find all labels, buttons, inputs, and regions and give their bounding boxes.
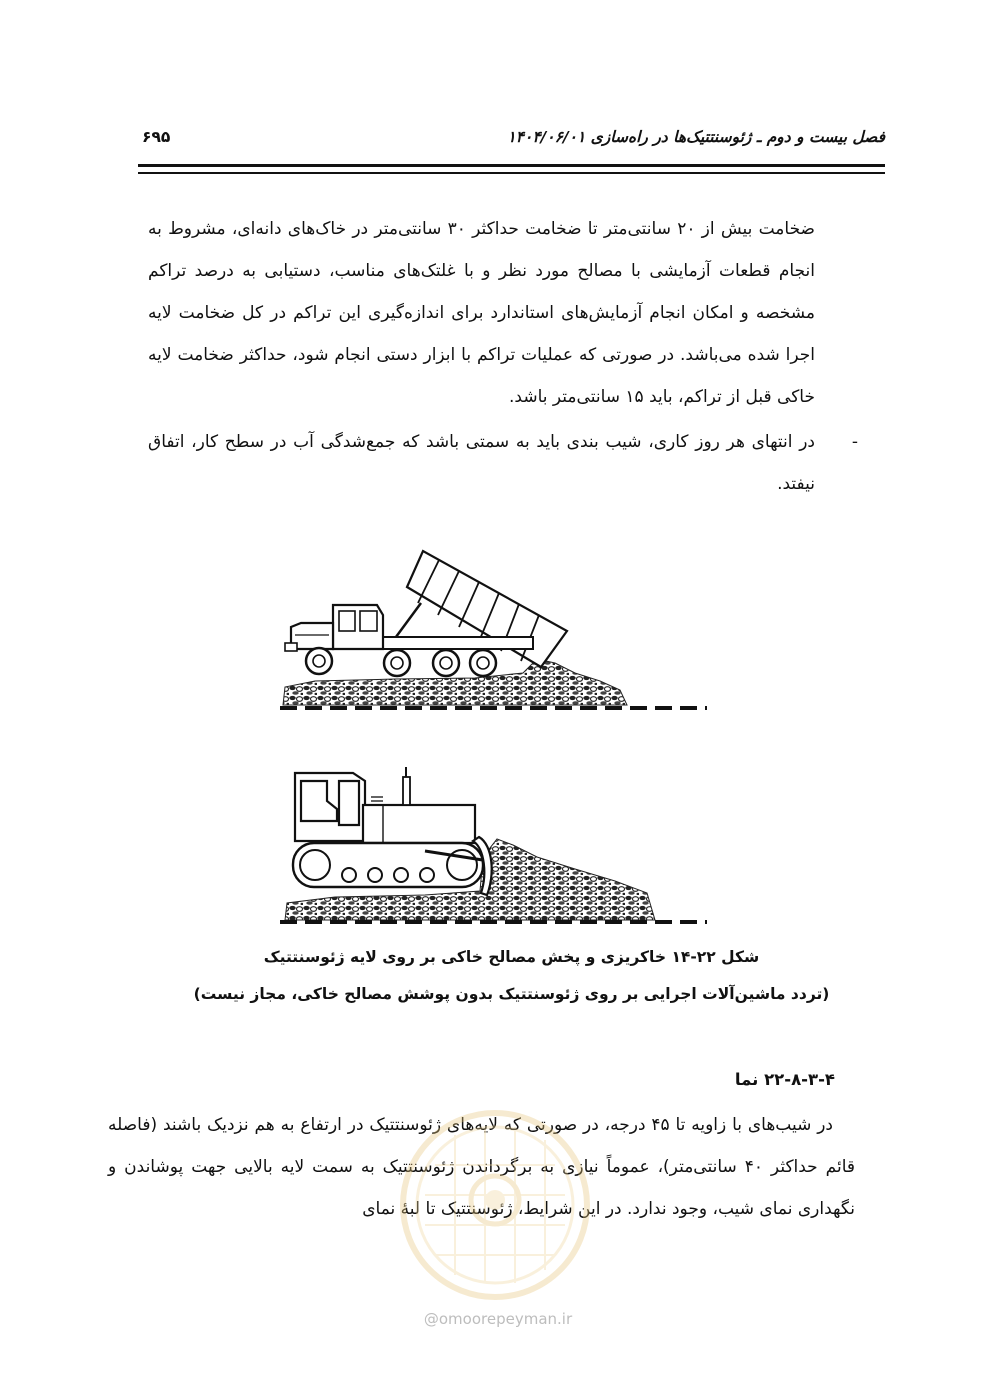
paragraph-1: ضخامت بیش از ۲۰ سانتی‌متر تا ضخامت حداکثر ۳۰ سانتی‌متر در خاک‌های دانه‌ای، مشروط به انجام قطعات آزمایشی با مصالح مورد نظر و با غلتک‌های مناسب، دستیابی به درصد تراکم مشخصه و امکان انجام آزمایش‌های استاندارد برای اندازه‌گیری این تراکم در کل ضخامت لایه اجرا شده می‌باشد. در صورتی که عملیات تراکم با ابزار دستی انجام شود، حداکثر ضخامت لایه خاکی قبل از تراکم، باید ۱۵ سانتی‌متر باشد.	[148, 219, 815, 407]
header-title: فصل بیست و دوم ـ ژئوسنتتیک‌ها در راه‌سازی ۱۴۰۴/۰۶/۰۱	[507, 128, 885, 146]
header-rule-thin	[138, 172, 885, 174]
figure-caption-note: (تردد ماشین‌آلات اجرایی بر روی ژئوسنتتیک بدون پوشش مصالح خاکی، مجاز نیست)	[193, 985, 830, 1003]
page-number: ۶۹۵	[142, 128, 171, 146]
figure-caption-title: شکل ۲۲-۱۴ خاکریزی و پخش مصالح خاکی بر روی لایه ژئوسنتتیک	[263, 948, 760, 966]
watermark-logo-icon	[395, 1105, 595, 1305]
watermark-text: @omoorepeyman.ir	[423, 1310, 573, 1328]
bullet-item-1: در انتهای هر روز کاری، شیب بندی باید به سمتی باشد که جمع‌شدگی آب در سطح کار، اتفاق نیفتد.	[148, 432, 815, 494]
section-heading: ۲۲-۸-۳-۴ نما	[734, 1070, 835, 1089]
dump-truck-illustration	[280, 551, 707, 708]
header-rule-thick	[138, 164, 885, 167]
paragraph-2: در شیب‌های با زاویه تا ۴۵ درجه، در صورتی که لایه‌های ژئوسنتتیک در ارتفاع به هم نزدیک باشند (فاصله قائم حداکثر ۴۰ سانتی‌متر)، عموماً نیازی به برگرداندن ژئوسنتتیک به سمت لایه بالایی جهت پوشاندن و نگهداری نمای شیب، وجود ندارد. در این شرایط، ژئوسنتتیک تا لبهٔ نمای	[108, 1115, 855, 1219]
figure-dump-truck-and-dozer	[275, 545, 715, 930]
page-header	[138, 128, 885, 156]
bullet-marker: -	[851, 432, 858, 452]
bulldozer-illustration	[280, 767, 707, 922]
